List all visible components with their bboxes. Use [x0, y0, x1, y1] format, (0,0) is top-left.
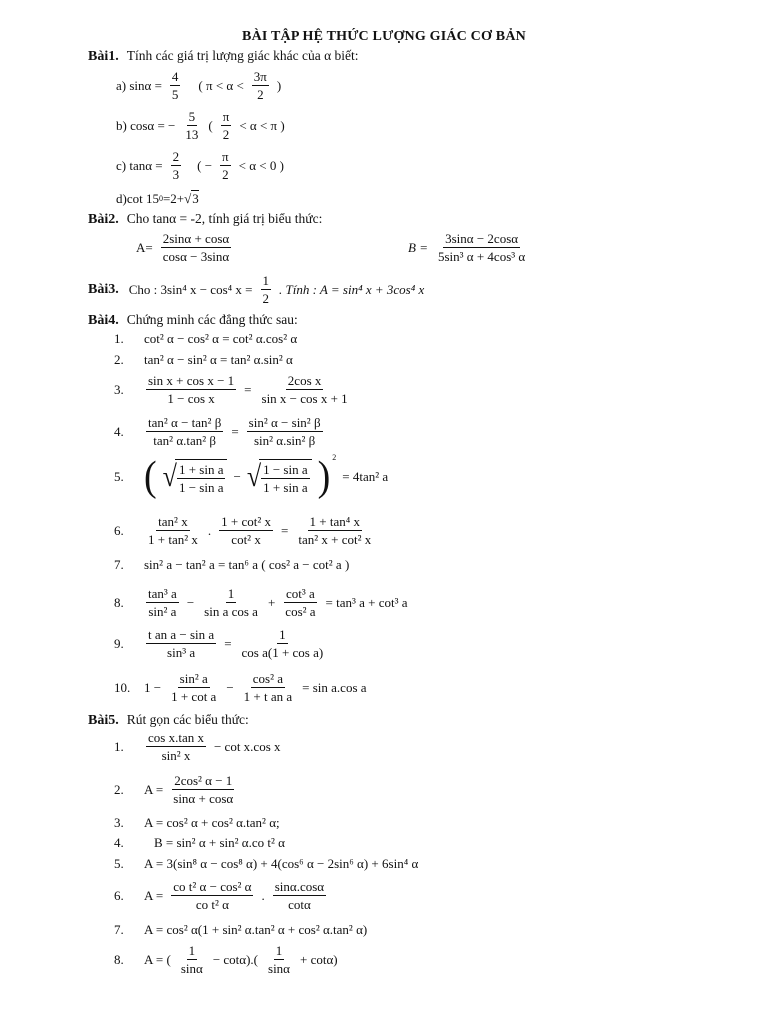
- bai4-text: Chứng minh các đẳng thức sau:: [126, 312, 298, 327]
- bai4-item-5: 5. ( √ $\frac{\text{1 + sin a}}{\text{1 − sin a}}$ − √ $\frac{\text{1 − sin a}}{\text{1 + sin a}}$ ) 2 = 4tan² a: [114, 453, 389, 501]
- bai4-label: Bài4.: [88, 313, 119, 328]
- bai5-item-5: 5. A = 3(sin⁸ α − cos⁸ α) + 4(cos⁶ α − 2sin⁶ α) + 6sin⁴ α: [114, 856, 419, 871]
- bai1-b-cond-right: < α < π ): [239, 117, 285, 133]
- bai1-b: [116, 108, 285, 143]
- bai1-a-cond-left: ( π < α <: [198, 77, 244, 93]
- bai2-B: [408, 230, 529, 265]
- bai5-eq-3: A = cos² α + cos² α.tan² α;: [144, 815, 280, 830]
- bai4-item-1: 1. cot² α − cos² α = cot² α.cos² α: [114, 331, 298, 346]
- bai1-a-prefix: a) sinα =: [116, 77, 162, 93]
- bai4-item-8: 8. $\frac{\text{tan³ a}}{\text{sin² a}}$ − $\frac{1}{\text{sin a cos a}}$ + $\frac{\text{cot³ a}}{\text{cos² a}}$ = tan³ a + cot³ a: [114, 586, 408, 619]
- bai1-a-fraction: $\frac{4}{5}$: [171, 69, 179, 102]
- bai2-A: [136, 230, 233, 265]
- bai1-a-cond-right: ): [276, 77, 282, 93]
- bai1-a-cond-fraction: $\frac{3\pi}{2}$: [253, 69, 267, 102]
- bai4-item-4: 4. $\frac{\text{tan² α − tan² β}}{\text{tan² α.tan² β}}$ = $\frac{\text{sin² α − sin² β}}{\text{sin² α.sin² β}}$: [114, 415, 321, 448]
- bai1-text: Tính các giá trị lượng giác khác của α biết:: [126, 48, 359, 63]
- bai1-c-cond-right: < α < 0 ): [238, 157, 284, 173]
- page-title: BÀI TẬP HỆ THỨC LƯỢNG GIÁC CƠ BẢN: [242, 29, 526, 44]
- bai4-eq-7: sin² a − tan² a = tan⁶ a ( cos² a − cot² a ): [144, 557, 350, 572]
- bai4-heading: [88, 312, 298, 329]
- sqrt-icon: √: [184, 190, 192, 206]
- bai5-item-2: 2. A = $\frac{\text{2cos² α − 1}}{\sin\alpha + \cos\alpha}$: [114, 773, 234, 806]
- bai5-item-8: 8. A = ( $\frac{1}{\sin\alpha}$ − cotα).( $\frac{1}{\sin\alpha}$ + cotα): [114, 943, 338, 976]
- bai4-eq-3-left: $\frac{\text{sin x + cos x − 1}}{\text{1 − cos x}}$: [148, 373, 235, 406]
- bai4-eq-4-right: $\frac{\text{sin² α − sin² β}}{\text{sin² α.sin² β}}$: [248, 415, 321, 448]
- bai5-item-4: 4. B = sin² α + sin² α.co t² α: [114, 835, 285, 850]
- bai5-item-3: 3. A = cos² α + cos² α.tan² α;: [114, 815, 280, 830]
- bai1-heading: [88, 48, 359, 65]
- bai1-d: d)cot 15 0 =2+ √ 3: [116, 190, 199, 206]
- bai4-eq-10-right: = sin a.cos a: [302, 679, 367, 695]
- bai3-line: [88, 272, 424, 307]
- bai5-item-1: 1. $\frac{\text{cos x.tan x}}{\text{sin² x}}$ − cot x.cos x: [114, 730, 281, 763]
- bai5-label: Bài5.: [88, 713, 119, 728]
- bai2-A-fraction: $\frac{2\sin\alpha + \cos\alpha}{\cos\alpha - 3\sin\alpha}$: [162, 231, 230, 264]
- bai1-c-fraction: $\frac{2}{3}$: [172, 149, 180, 182]
- bai1-d-text: d)cot 15: [116, 190, 159, 206]
- bai4-item-10: 10. 1 − $\frac{\text{sin² a}}{\text{1 + cot a}}$ − $\frac{\text{cos² a}}{\text{1 + t an a}}$ = sin a.cos a: [114, 671, 367, 704]
- bai1-c-prefix: c) tanα =: [116, 157, 163, 173]
- bai4-eq-4-left: $\frac{\text{tan² α − tan² β}}{\text{tan² α.tan² β}}$: [148, 415, 222, 448]
- bai1-c-cond-left: ( −: [197, 157, 213, 173]
- bai4-item-7: 7. sin² a − tan² a = tan⁶ a ( cos² a − cot² a ): [114, 557, 350, 572]
- bai1-b-fraction: $\frac{5}{13}$: [185, 109, 199, 142]
- bai1-a: [116, 68, 281, 103]
- bai5-item-7: 7. A = cos² α(1 + sin² α.tan² α + cos² α.tan² α): [114, 922, 368, 937]
- bai1-b-prefix: b) cosα = −: [116, 117, 176, 133]
- bai2-text: Cho tanα = -2, tính giá trị biểu thức:: [126, 211, 323, 226]
- bai5-eq-5: A = 3(sin⁸ α − cos⁸ α) + 4(cos⁶ α − 2sin⁶ α) + 6sin⁴ α: [144, 856, 419, 871]
- bai2-B-label: B =: [408, 239, 428, 255]
- bai3-tail: . Tính : A = sin⁴ x + 3cos⁴ x: [279, 281, 425, 297]
- bai4-eq-2: tan² α − sin² α = tan² α.sin² α: [144, 352, 293, 367]
- bai2-label: Bài2.: [88, 212, 119, 227]
- bai1-label: Bài1.: [88, 49, 119, 64]
- bai5-text: Rút gọn các biểu thức:: [126, 712, 249, 727]
- bai4-item-2: 2. tan² α − sin² α = tan² α.sin² α: [114, 352, 293, 367]
- bai1-c-cond-fraction: $\frac{\pi}{2}$: [222, 149, 229, 182]
- bai4-item-6: 6. $\frac{\text{tan² x}}{\text{1 + tan² x}}$ . $\frac{\text{1 + cot² x}}{\text{cot² x}}$ = $\frac{\text{1 + tan⁴ x}}{\text{tan² x + cot² x}}$: [114, 514, 372, 547]
- bai2-heading: [88, 211, 322, 228]
- bai4-item-9: 9. $\frac{\text{t an a − sin a}}{\text{sin³ a}}$ = $\frac{1}{\text{cos a(1 + cos a)}}$: [114, 627, 324, 660]
- bai5-item-6: 6. A = $\frac{\text{co t² α − cos² α}}{\text{co t² α}}$ . $\frac{\sin\alpha.\cos\alpha}{\cot\alpha}$: [114, 879, 325, 912]
- bai3-text: Cho : 3sin⁴ x − cos⁴ x =: [128, 281, 253, 297]
- bai5-eq-4: B = sin² α + sin² α.co t² α: [154, 835, 285, 850]
- bai4-eq-1: cot² α − cos² α = cot² α.cos² α: [144, 331, 298, 346]
- bai2-B-fraction: $\frac{3\sin\alpha - 2\cos\alpha}{\text{5sin³ α + 4cos³ α}}$: [437, 231, 526, 264]
- bai3-fraction: $\frac{1}{2}$: [262, 273, 269, 306]
- bai4-eq-5-right: = 4tan² a: [342, 469, 389, 484]
- bai4-item-3: 3. $\frac{\text{sin x + cos x − 1}}{\text{1 − cos x}}$ = $\frac{\text{2cos x}}{\text{sin x − cos x + 1}}$: [114, 373, 348, 406]
- bai1-b-cond-fraction: $\frac{\pi}{2}$: [222, 109, 230, 142]
- bai1-c: [116, 148, 284, 183]
- bai1-d-root: 3: [192, 191, 199, 206]
- bai1-b-cond-left: (: [208, 117, 213, 133]
- bai4-eq-8-right: = tan³ a + cot³ a: [325, 594, 408, 610]
- bai3-label: Bài3.: [88, 281, 119, 297]
- bai1-d-eq: =2+: [162, 190, 185, 206]
- bai2-A-label: A=: [136, 239, 153, 255]
- bai5-heading: [88, 712, 249, 729]
- bai5-eq-7: A = cos² α(1 + sin² α.tan² α + cos² α.tan² α): [144, 922, 368, 937]
- bai4-eq-3-right: $\frac{\text{2cos x}}{\text{sin x − cos x + 1}}$: [261, 373, 348, 406]
